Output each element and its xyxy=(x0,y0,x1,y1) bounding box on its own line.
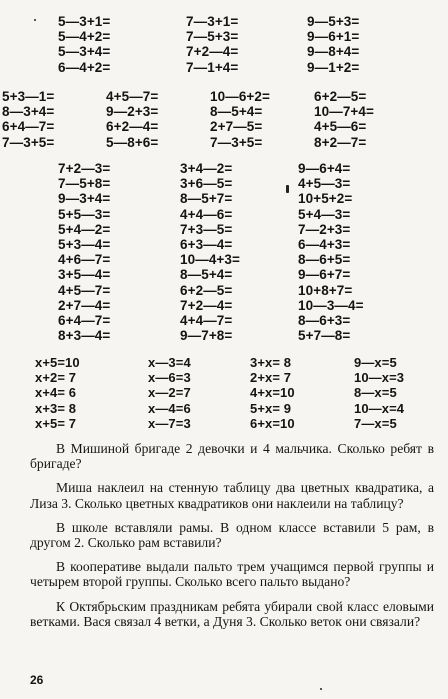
expression: 8—5+4= xyxy=(180,267,233,283)
equation: 10—x=4 xyxy=(354,400,405,416)
exercise-column xyxy=(2,89,106,150)
word-problems xyxy=(30,441,434,638)
expression: 10+8+7= xyxy=(298,282,353,298)
expression: 9—5+3= xyxy=(307,14,360,29)
exercise-column xyxy=(106,89,210,150)
expression: 10—7+4= xyxy=(314,104,374,120)
equation: 5+x= 9 xyxy=(250,400,292,416)
exercise-column xyxy=(180,161,298,343)
expression: 6+2—5= xyxy=(314,89,367,104)
expression: 10+5+2= xyxy=(298,191,353,207)
expression: 10—4+3= xyxy=(180,252,240,268)
equation: x+5=10 xyxy=(35,355,80,370)
expression: 7—3+1= xyxy=(186,14,239,29)
expression: 9—8+4= xyxy=(307,44,360,60)
expression: 8—6+5= xyxy=(298,252,351,268)
equation: 6+x=10 xyxy=(250,415,295,431)
expression: 9—6+4= xyxy=(298,161,351,176)
equation: 8—x=5 xyxy=(354,385,397,401)
print-speck xyxy=(286,185,289,193)
equation: x+2= 7 xyxy=(35,370,77,386)
expression: 2+7—4= xyxy=(58,297,111,313)
expression: 3+5—4= xyxy=(58,267,111,283)
expression: 4+5—3= xyxy=(298,176,351,192)
equation: x+4= 6 xyxy=(35,385,77,401)
expression: 9—6+7= xyxy=(298,267,351,283)
exercise-block-2 xyxy=(2,89,418,150)
expression: 6—4+3= xyxy=(298,236,351,252)
exercise-column xyxy=(314,89,418,150)
word-problem: Миша наклеил на стенную таблицу два цветных квадратика, а Лиза 3. Сколько цветных квадратиков они наклеили на таблицу? xyxy=(30,480,434,511)
expression: 8+2—7= xyxy=(314,134,367,150)
exercise-column xyxy=(210,89,314,150)
expression: 5+7—8= xyxy=(298,328,351,344)
expression: 3+4—2= xyxy=(180,161,233,176)
expression: 9—3+4= xyxy=(58,191,111,207)
exercise-column xyxy=(298,161,408,343)
expression: 5—4+2= xyxy=(58,29,111,45)
exercise-block-1 xyxy=(58,14,407,75)
expression: 7—3+5= xyxy=(210,134,263,150)
expression: 4+5—7= xyxy=(106,89,159,104)
equation-column xyxy=(35,355,148,431)
expression: 7+3—5= xyxy=(180,221,233,237)
expression: 5+4—3= xyxy=(298,206,351,222)
word-problem: К Октябрьским праздникам ребята убирали свой класс еловыми ветками. Вася связал 4 ветки, а Дуня 3. Сколько веток они связали? xyxy=(30,598,434,629)
expression: 5+3—1= xyxy=(2,89,55,104)
expression: 5+3—4= xyxy=(58,236,111,252)
equation: x—3=4 xyxy=(148,355,191,370)
exercise-block-3 xyxy=(58,161,408,343)
equation-block xyxy=(35,355,448,431)
expression: 7—2+3= xyxy=(298,221,351,237)
expression: 4+6—7= xyxy=(58,252,111,268)
word-problem: В Мишиной бригаде 2 девочки и 4 мальчика. Сколько ребят в бригаде? xyxy=(30,441,434,472)
expression: 2+7—5= xyxy=(210,119,263,135)
print-speck xyxy=(34,19,36,21)
expression: 8—3+4= xyxy=(2,104,55,120)
expression: 7—1+4= xyxy=(186,59,239,75)
expression: 5+5—3= xyxy=(58,206,111,222)
expression: 7—5+8= xyxy=(58,176,111,192)
word-problem: В кооперативе выдали пальто трем учащимся первой группы и четырем второй группы. Сколько всего пальто выдано? xyxy=(30,559,434,590)
expression: 7+2—4= xyxy=(186,44,239,60)
equation: 7—x=5 xyxy=(354,415,397,431)
page-number: 26 xyxy=(30,673,44,687)
expression: 6+2—5= xyxy=(180,282,233,298)
expression: 8—6+3= xyxy=(298,312,351,328)
expression: 7—3+5= xyxy=(2,134,55,150)
equation-column xyxy=(250,355,354,431)
expression: 4+5—7= xyxy=(58,282,111,298)
expression: 9—2+3= xyxy=(106,104,159,120)
expression: 9—6+1= xyxy=(307,29,360,45)
equation: x+3= 8 xyxy=(35,400,77,416)
expression: 6+2—4= xyxy=(106,119,159,135)
expression: 6+3—4= xyxy=(180,236,233,252)
expression: 7+2—4= xyxy=(180,297,233,313)
equation: x—7=3 xyxy=(148,415,191,431)
expression: 7+2—3= xyxy=(58,161,111,176)
equation: x—2=7 xyxy=(148,385,191,401)
expression: 3+6—5= xyxy=(180,176,233,192)
expression: 4+4—6= xyxy=(180,206,233,222)
expression: 9—7+8= xyxy=(180,328,233,344)
expression: 5—3+1= xyxy=(58,14,111,29)
expression: 8—5+4= xyxy=(210,104,263,120)
equation: 2+x= 7 xyxy=(250,370,292,386)
expression: 5—3+4= xyxy=(58,44,111,60)
expression: 9—1+2= xyxy=(307,59,360,75)
expression: 8—5+7= xyxy=(180,191,233,207)
equation: x+5= 7 xyxy=(35,415,77,431)
equation-column xyxy=(354,355,448,431)
expression: 8+3—4= xyxy=(58,328,111,344)
exercise-column xyxy=(186,14,307,75)
expression: 6+4—7= xyxy=(58,312,111,328)
expression: 5—8+6= xyxy=(106,134,159,150)
exercise-column xyxy=(307,14,407,75)
equation-column xyxy=(148,355,250,431)
expression: 10—3—4= xyxy=(298,297,364,313)
expression: 10—6+2= xyxy=(210,89,270,104)
expression: 6—4+2= xyxy=(58,59,111,75)
word-problem: В школе вставляли рамы. В одном классе вставили 5 рам, в другом 2. Сколько рам вставили? xyxy=(30,519,434,551)
expression: 4+5—6= xyxy=(314,119,367,135)
expression: 4+4—7= xyxy=(180,312,233,328)
equation: x—4=6 xyxy=(148,400,191,416)
equation: 10—x=3 xyxy=(354,370,405,386)
exercise-column xyxy=(58,161,180,343)
equation: 4+x=10 xyxy=(250,385,295,401)
equation: x—6=3 xyxy=(148,370,191,386)
exercise-column xyxy=(58,14,186,75)
expression: 5+4—2= xyxy=(58,221,111,237)
equation: 9—x=5 xyxy=(354,355,397,370)
expression: 7—5+3= xyxy=(186,29,239,45)
equation: 3+x= 8 xyxy=(250,355,292,370)
expression: 6+4—7= xyxy=(2,119,55,135)
print-speck xyxy=(320,688,322,690)
